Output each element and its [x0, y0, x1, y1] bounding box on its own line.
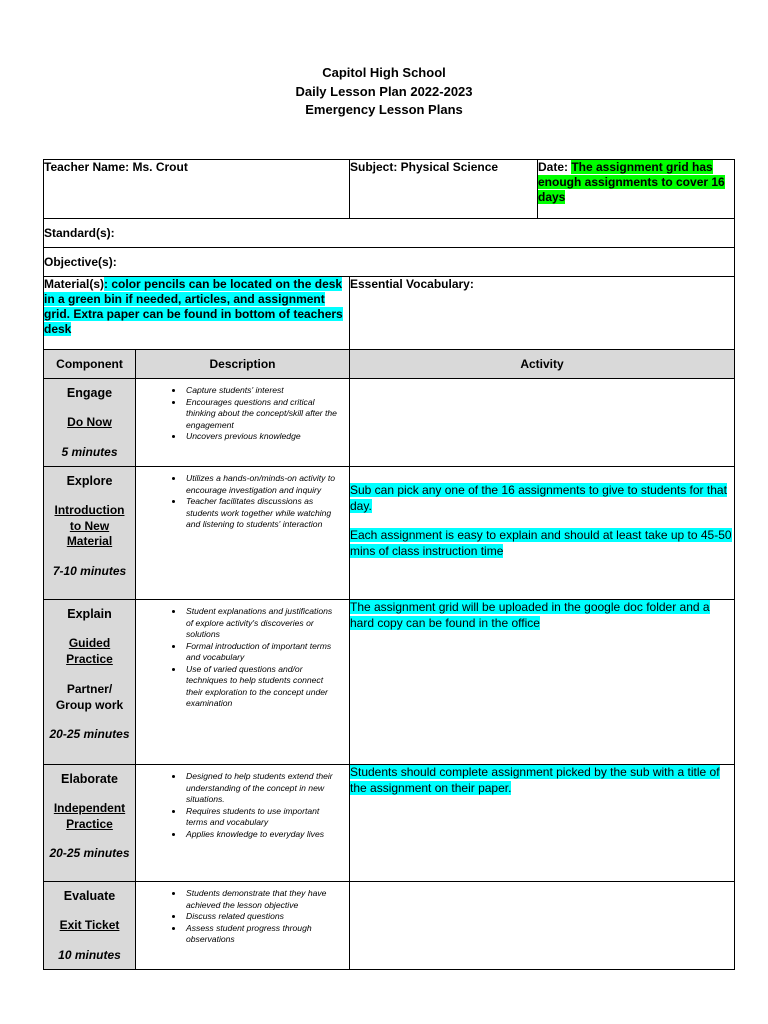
description-bullet: • Designed to help students extend their understanding of the concept in new situations.: [184, 771, 341, 806]
description-bullet: • Encourages questions and critical thinking about the concept/skill after the engagement: [184, 397, 341, 432]
component-grouping: Partner/ Group work: [55, 682, 124, 712]
component-cell: [44, 882, 136, 970]
objectives-cell: [44, 248, 735, 277]
description-bullet: • Requires students to use important terms and vocabulary: [184, 806, 341, 829]
component-row-explore: [44, 467, 735, 600]
standards-cell: [44, 219, 735, 248]
lesson-plan-table: [43, 159, 735, 970]
activity-cell: [350, 882, 735, 970]
plan-title: Daily Lesson Plan 2022-2023: [295, 83, 473, 99]
component-sub: Independent Practice: [53, 801, 126, 831]
component-row-engage: [44, 379, 735, 467]
activity-text: Each assignment is easy to explain and should at least take up to 45-50 mins of class instruction time: [350, 528, 732, 558]
component-name: Explain: [67, 607, 112, 621]
school-name: Capitol High School: [322, 65, 446, 80]
description-bullet: • Applies knowledge to everyday lives: [184, 829, 341, 841]
activity-cell: [350, 467, 735, 600]
description-bullet: • Capture students' interest: [184, 385, 341, 397]
date-cell: [538, 160, 735, 219]
activity-cell: [350, 379, 735, 467]
component-sub: Exit Ticket: [59, 918, 120, 932]
component-name: Elaborate: [61, 772, 118, 786]
component-sub: Introduction to New Material: [54, 503, 125, 548]
description-bullet: • Formal introduction of important terms and vocabulary: [184, 641, 341, 664]
component-time: 5 minutes: [61, 444, 118, 459]
vocabulary-cell: [350, 277, 735, 350]
component-time: 7-10 minutes: [52, 563, 127, 578]
activity-text: Students should complete assignment picked by the sub with a title of the assignment on their paper.: [350, 765, 720, 795]
materials-cell: [44, 277, 350, 350]
description-bullet: • Uncovers previous knowledge: [184, 431, 341, 443]
objectives-label: Objective(s):: [44, 254, 117, 269]
materials-value: : color pencils can be located on the desk in a green bin if needed, articles, and assignment grid. Extra paper can be found in bottom of teachers desk: [44, 277, 343, 336]
component-cell: [44, 379, 136, 467]
column-description: Description: [136, 350, 350, 379]
document-title-block: [0, 64, 768, 120]
activity-cell: [350, 765, 735, 882]
teacher-info-row: [44, 160, 735, 219]
date-value: The assignment grid has enough assignments to cover 16 days: [538, 160, 725, 204]
standards-row: [44, 219, 735, 248]
component-time: 20-25 minutes: [49, 846, 130, 860]
plan-subtitle: Emergency Lesson Plans: [305, 102, 463, 117]
description-bullet: • Teacher facilitates discussions as students work together while watching and listening to students' interaction: [184, 496, 341, 531]
component-cell: [44, 467, 136, 600]
materials-row: [44, 277, 735, 350]
component-cell: [44, 600, 136, 765]
teacher-name: Teacher Name: Ms. Crout: [44, 160, 188, 174]
description-cell: [136, 379, 350, 467]
vocabulary-label: Essential Vocabulary:: [350, 277, 474, 291]
description-cell: [136, 882, 350, 970]
component-row-evaluate: [44, 882, 735, 970]
component-time: 10 minutes: [58, 947, 121, 962]
activity-cell: [350, 600, 735, 765]
column-header-row: [44, 350, 735, 379]
description-bullet: • Students demonstrate that they have achieved the lesson objective: [184, 888, 341, 911]
component-row-elaborate: [44, 765, 735, 882]
subject: Subject: Physical Science: [350, 160, 499, 174]
description-bullet: • Assess student progress through observations: [184, 923, 341, 946]
date-label: Date:: [538, 160, 572, 174]
column-activity: Activity: [350, 350, 735, 379]
column-component: Component: [44, 350, 136, 379]
activity-text: Sub can pick any one of the 16 assignments to give to students for that day.: [350, 483, 727, 513]
component-sub: Do Now: [67, 415, 112, 429]
component-sub: Guided Practice: [66, 636, 113, 666]
description-cell: [136, 600, 350, 765]
component-name: Explore: [66, 474, 113, 488]
description-bullet: • Student explanations and justifications of explore activity's discoveries or solutions: [184, 606, 341, 641]
component-cell: [44, 765, 136, 882]
subject-cell: [350, 160, 538, 219]
component-time: 20-25 minutes: [49, 727, 130, 741]
description-bullet: • Use of varied questions and/or techniques to help students connect their exploration to the concept under examination: [184, 664, 341, 710]
standards-label: Standard(s):: [44, 225, 115, 240]
teacher-name-cell: [44, 160, 350, 219]
component-name: Evaluate: [63, 889, 116, 903]
objectives-row: [44, 248, 735, 277]
materials-label: Material(s): [44, 277, 105, 291]
activity-text: The assignment grid will be uploaded in the google doc folder and a hard copy can be found in the office: [350, 600, 710, 630]
description-bullet: • Discuss related questions: [184, 911, 341, 923]
description-cell: [136, 467, 350, 600]
description-cell: [136, 765, 350, 882]
description-bullet: • Utilizes a hands-on/minds-on activity to encourage investigation and inquiry: [184, 473, 341, 496]
component-name: Engage: [66, 386, 113, 400]
component-row-explain: [44, 600, 735, 765]
